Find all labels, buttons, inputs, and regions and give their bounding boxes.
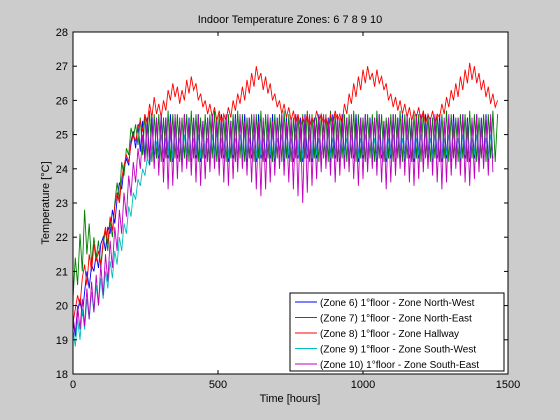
y-tick-label: 22: [55, 232, 68, 245]
chart-title: Indoor Temperature Zones: 6 7 8 9 10: [197, 14, 383, 26]
y-tick-label: 27: [55, 61, 68, 74]
y-tick-label: 19: [55, 334, 68, 347]
x-tick-label: 500: [208, 379, 228, 391]
legend-label: (Zone 8) 1°floor - Zone Hallway: [320, 329, 460, 340]
x-tick-label: 1500: [495, 379, 521, 391]
legend-label: (Zone 10) 1°floor - Zone South-East: [320, 360, 480, 371]
legend: [290, 293, 504, 371]
x-tick-label: 1000: [350, 379, 376, 391]
y-tick-label: 18: [55, 369, 68, 381]
legend-label: (Zone 9) 1°floor - Zone South-West: [320, 344, 477, 356]
y-tick-label: 28: [55, 27, 68, 39]
legend-label: (Zone 7) 1°floor - Zone North-East: [320, 313, 472, 325]
y-tick-label: 26: [55, 95, 68, 108]
y-tick-label: 20: [55, 300, 68, 313]
y-tick-label: 24: [55, 163, 68, 176]
x-tick-label: 0: [69, 379, 77, 391]
y-tick-label: 23: [55, 198, 68, 210]
x-axis-label: Time [hours]: [259, 393, 321, 405]
y-axis-label: Temperature [°C]: [40, 161, 52, 245]
y-tick-label: 21: [55, 266, 68, 279]
y-tick-label: 25: [55, 129, 68, 142]
legend-label: (Zone 6) 1°floor - Zone North-West: [320, 298, 475, 309]
